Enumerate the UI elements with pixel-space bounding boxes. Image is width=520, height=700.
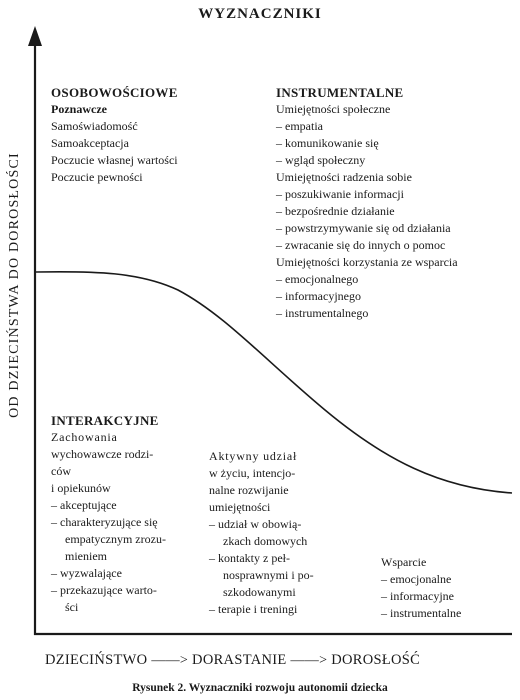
list-item: – informacyjnego [276, 288, 458, 305]
stage-adolescence: DORASTANIE [192, 652, 287, 668]
text-line: nalne rozwijanie [209, 483, 289, 497]
block-instrumentalne [276, 84, 458, 322]
figure-caption: Rysunek 2. Wyznaczniki rozwoju autonomii dziecka [132, 682, 388, 694]
list-item: – informacyjne [381, 588, 461, 605]
text-line: Zachowania [51, 430, 118, 444]
block-interakcyjne [51, 412, 166, 616]
y-axis-label [0, 75, 30, 495]
block-osobowosciowe [51, 84, 178, 186]
heading-wsparcie: Wsparcie [381, 555, 427, 569]
list-item-cont: empatycznym zrozu- [65, 532, 166, 546]
list-item: – instrumentalnego [276, 305, 458, 322]
list-item: – akceptujące [51, 497, 166, 514]
group-heading: Umiejętności korzystania ze wsparcia [276, 255, 458, 269]
list-item: – wyzwalające [51, 565, 166, 582]
list-item: – charakteryzujące się [51, 514, 166, 531]
list-item: – instrumentalne [381, 605, 461, 622]
group-heading: Umiejętności radzenia sobie [276, 170, 412, 184]
text-line: umiejętności [209, 500, 271, 514]
group-heading: Umiejętności społeczne [276, 102, 391, 116]
list-item-cont: ści [65, 600, 79, 614]
list-item: – kontakty z peł- [209, 550, 314, 567]
list-item: – emocjonalnego [276, 271, 458, 288]
text-line: ców [51, 464, 71, 478]
y-axis-arrowhead [28, 26, 42, 46]
list-item: – empatia [276, 118, 458, 135]
heading-interakcyjne: INTERAKCYJNE [51, 413, 159, 428]
list-item: – bezpośrednie działanie [276, 203, 458, 220]
list-item: – emocjonalne [381, 571, 461, 588]
text-line: w życiu, intencjo- [209, 466, 296, 480]
list-item: Samoświadomość [51, 119, 138, 133]
x-axis-stages [45, 652, 420, 669]
list-item: – terapie i treningi [209, 601, 314, 618]
list-item: – poszukiwanie informacji [276, 186, 458, 203]
list-item: – zwracanie się do innych o pomoc [276, 237, 458, 254]
stage-arrow: ——> [151, 653, 189, 668]
list-item: – wgląd społeczny [276, 152, 458, 169]
list-item: Poczucie pewności [51, 170, 143, 184]
list-item-cont: nosprawnymi i po- [223, 568, 314, 582]
block-aktywny-udzial [209, 448, 314, 618]
list-item: – komunikowanie się [276, 135, 458, 152]
list-item: – powstrzymywanie się od działania [276, 220, 458, 237]
text-line: i opiekunów [51, 481, 111, 495]
text-line: wychowawcze rodzi- [51, 447, 154, 461]
heading-instrumentalne: INSTRUMENTALNE [276, 85, 404, 100]
text-line: Aktywny udział [209, 449, 298, 463]
subheading-poznawcze: Poznawcze [51, 102, 107, 116]
block-wsparcie [381, 554, 461, 622]
list-item: Poczucie własnej wartości [51, 153, 178, 167]
list-item: – przekazujące warto- [51, 582, 166, 599]
list-item-cont: szkodowanymi [223, 585, 296, 599]
heading-osobowosciowe: OSOBOWOŚCIOWE [51, 85, 178, 100]
y-axis-label-text: OD DZIECIŃSTWA DO DOROSŁOŚCI [7, 152, 22, 418]
stage-adulthood: DOROSŁOŚĆ [331, 652, 421, 668]
list-item: – udział w obowią- [209, 516, 314, 533]
stage-arrow: ——> [290, 653, 328, 668]
stage-childhood: DZIECIŃSTWO [45, 652, 148, 668]
list-item: Samoakceptacja [51, 136, 129, 150]
diagram-title: WYZNACZNIKI [198, 6, 322, 22]
list-item-cont: zkach domowych [223, 534, 308, 548]
list-item-cont: mieniem [65, 549, 107, 563]
